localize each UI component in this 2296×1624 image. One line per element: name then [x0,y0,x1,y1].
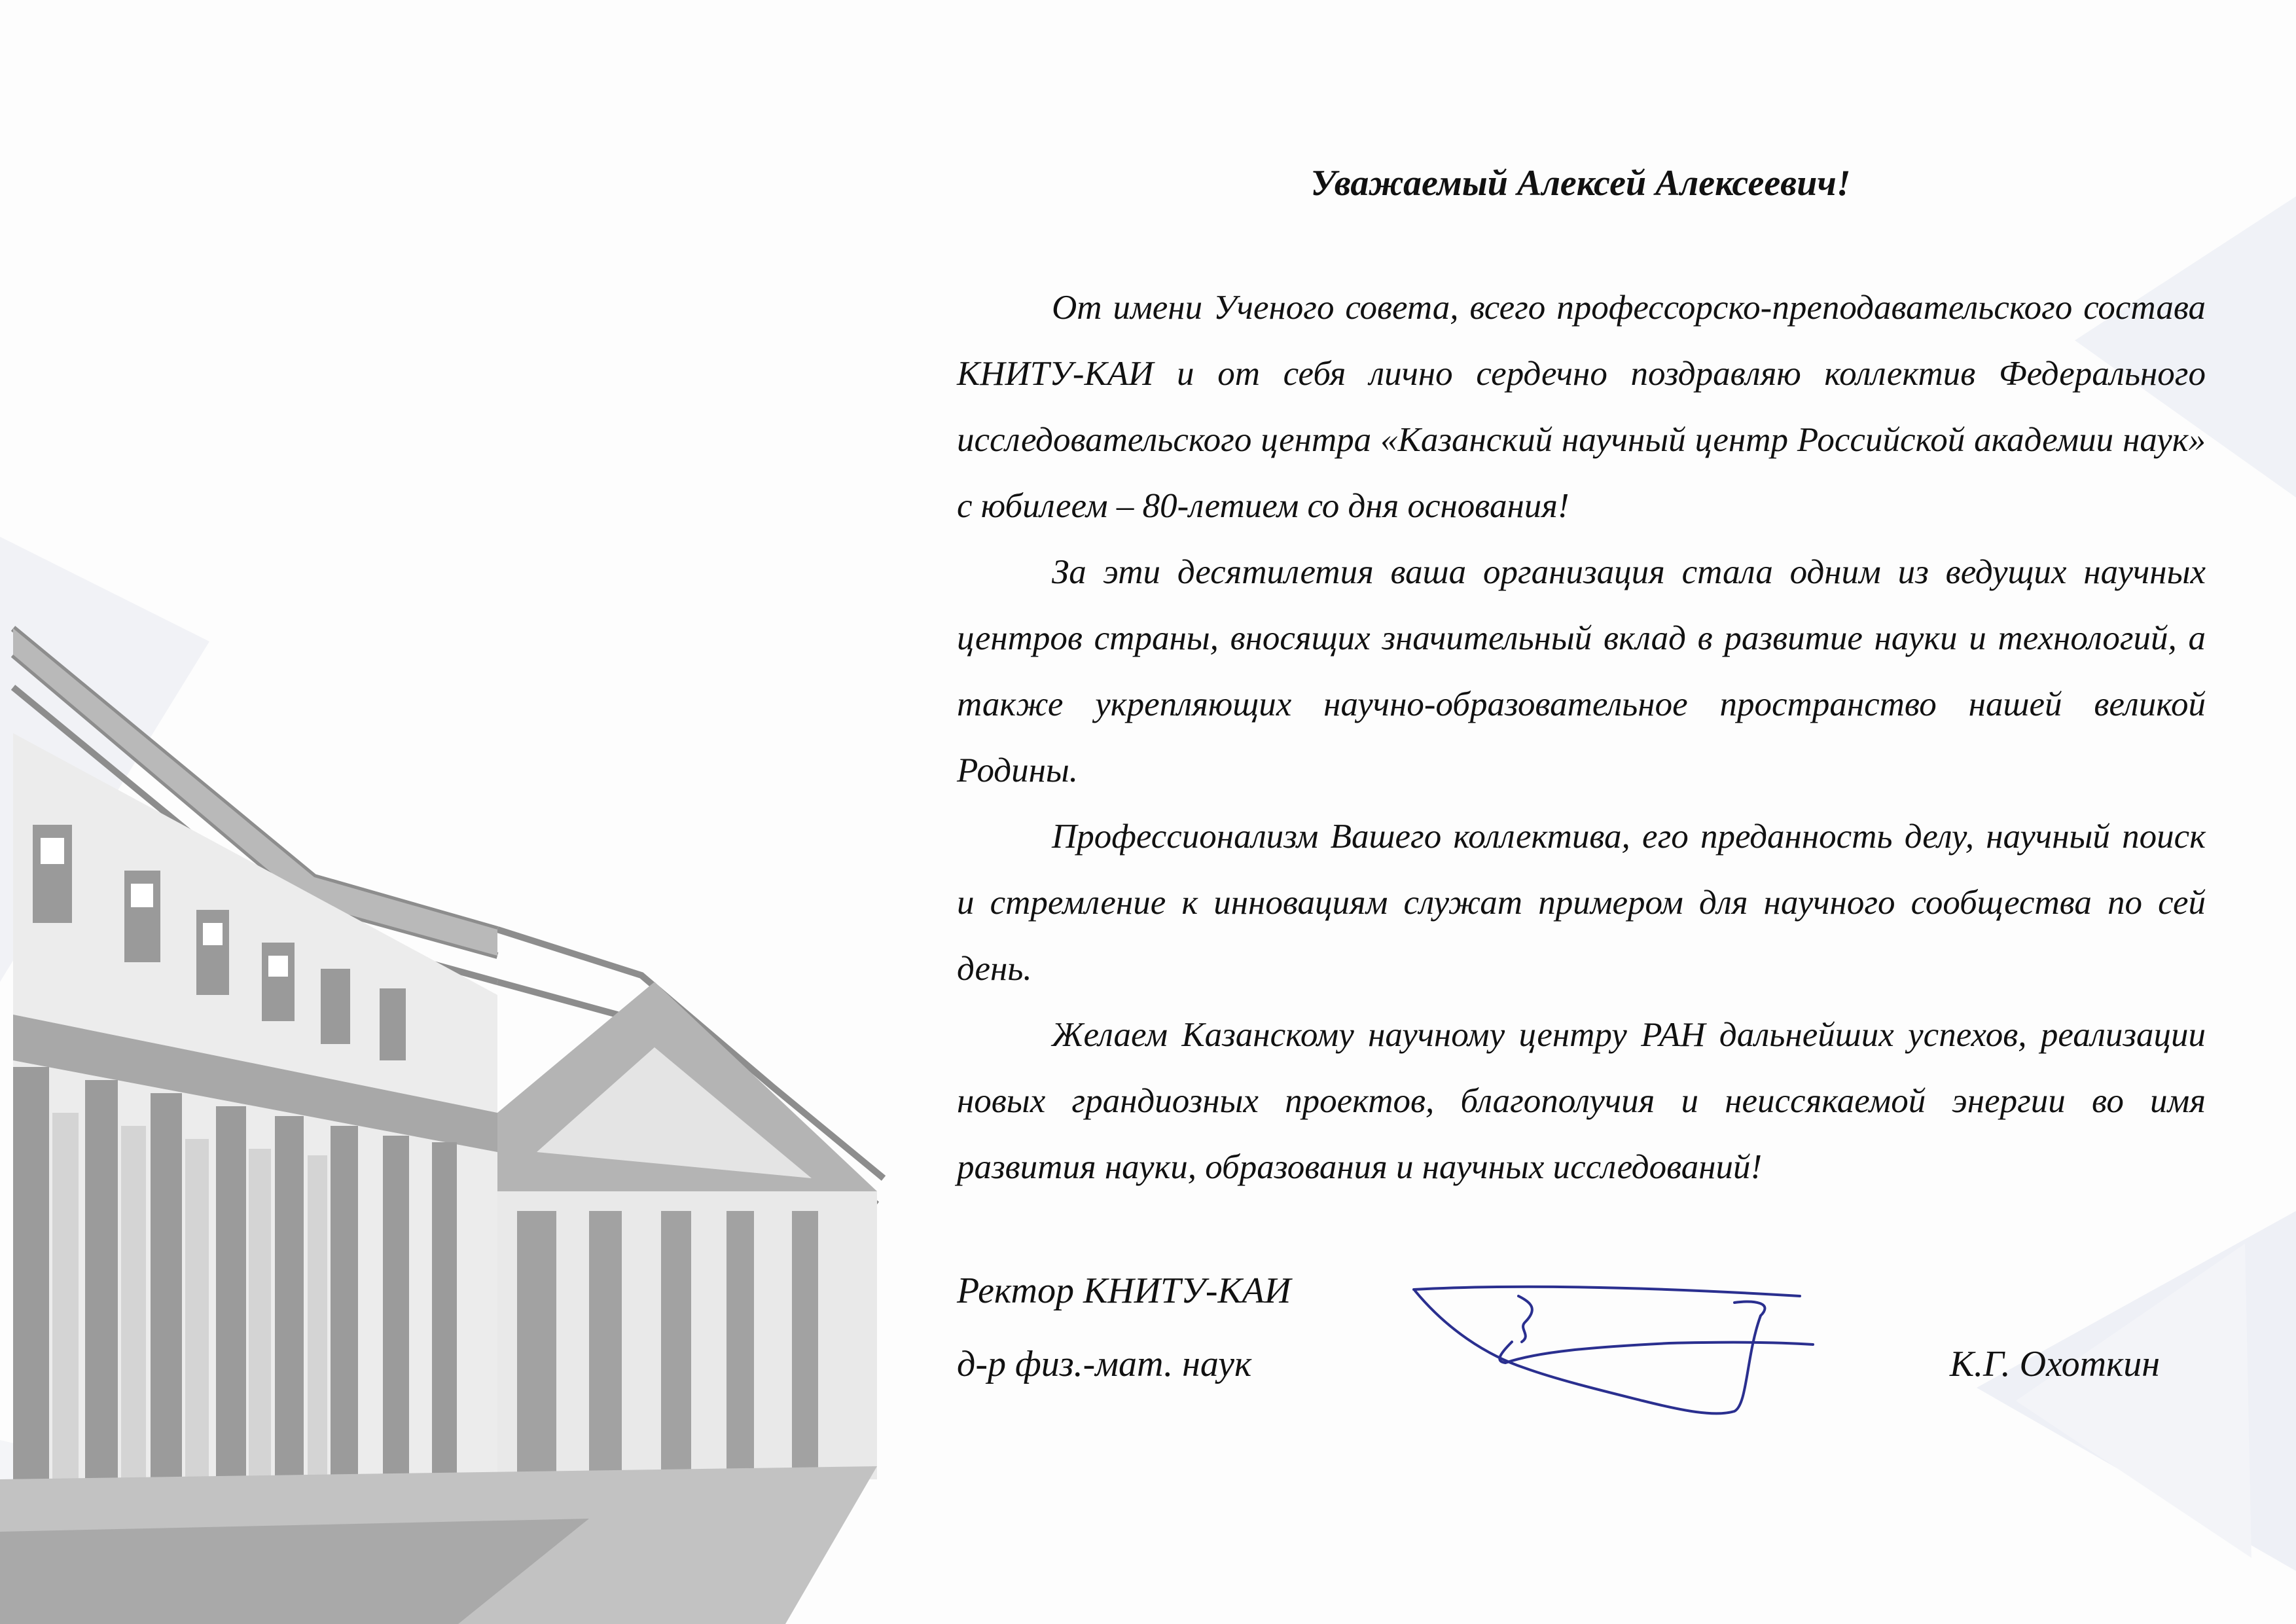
building-illustration [0,458,903,1624]
paragraph-4: Желаем Казанскому научному центру РАН дальнейших успехов, реализации новых грандиозных проектов, благополучия и неиссякаемой энергии во имя развития науки, образования и научных исследований! [957,1016,2206,1186]
signatory-degree: д-р физ.-мат. наук [957,1344,1252,1384]
signature-icon [1407,1276,1826,1427]
paragraph-1: От имени Ученого совета, всего профессорско-преподавательского состава КНИТУ-КАИ и от себя лично сердечно поздравляю коллектив Федерального исследовательского центра «Казанский научный центр Российской академии наук» с юбилеем – 80-летием со дня основания! [957,289,2206,525]
signatory-position: Ректор КНИТУ-КАИ [957,1271,1291,1311]
signatory-name: К.Г. Охоткин [1949,1344,2160,1384]
salutation: Уважаемый Алексей Алексеевич! [1310,163,1851,204]
letter-body [957,275,2206,1200]
paragraph-3: Профессионализм Вашего коллектива, его преданность делу, научный поиск и стремление к инновациям служат примером для научного сообщества по сей день. [957,818,2206,988]
paragraph-2: За эти десятилетия ваша организация стала одним из ведущих научных центров страны, вносящих значительный вклад в развитие науки и технологий, а также укрепляющих научно-образовательное пространство нашей великой Родины. [957,553,2206,789]
